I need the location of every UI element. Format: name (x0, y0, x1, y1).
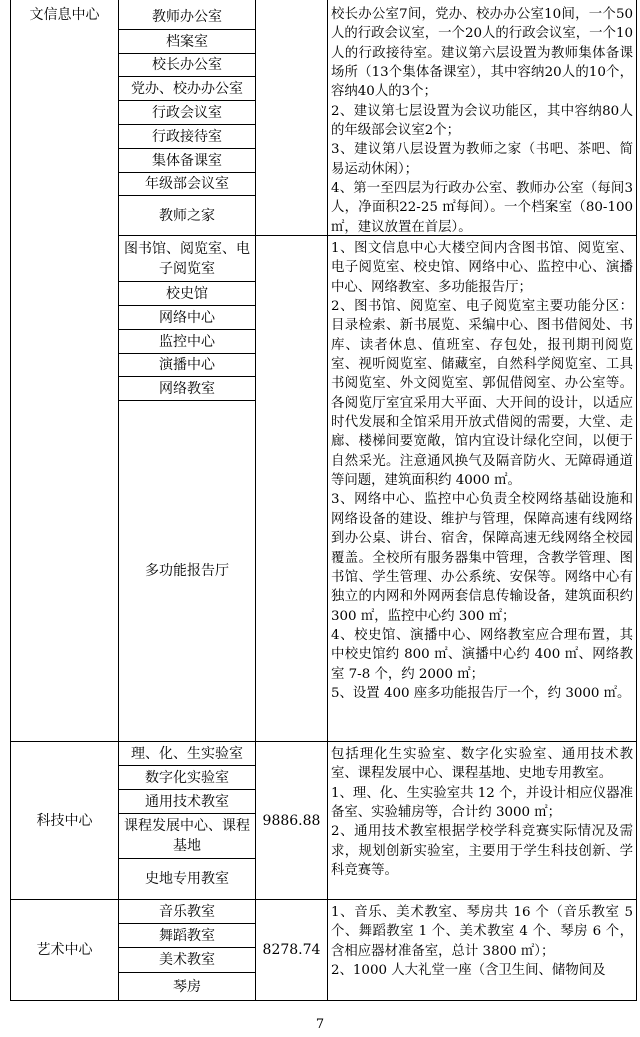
area-value: 8278.74 (262, 942, 321, 958)
page-number: 7 (315, 1017, 325, 1032)
room-name: 美术教室 (159, 952, 215, 968)
room-name: 史地专用教室 (145, 871, 229, 887)
section-name: 文信息中心 (29, 7, 100, 23)
area-value: 9886.88 (262, 813, 321, 829)
description-paragraph: 5、设置 400 座多功能报告厅一个，约 3000 ㎡。 (331, 685, 631, 701)
section-name: 科技中心 (36, 813, 93, 829)
description-paragraph: 1、音乐、美术教室、琴房共 16 个（音乐教室 5 个、舞蹈教室 1 个、美术教室 4 个、琴房 6 个，含相应器材准备室，总计 3800 ㎡）； (331, 905, 633, 959)
description-paragraph: 校长办公室7间，党办、校办办公室10间，一个50人的行政会议室，一个20人的行政会议室，一个10人的行政接待室。建议第六层设置为教师集体备课场所（13个集体备课室），其中容纳20人的10个，容纳40人的3个； (331, 7, 633, 100)
room-name: 图书馆、阅览室、电子阅览室 (124, 240, 250, 277)
room-name: 理、化、生实验室 (131, 745, 243, 762)
description-paragraph: 4、校史馆、演播中心、网络教室应合理布置，其中校史馆约 800 ㎡、演播中心约 400 ㎡、网络教室 7-8 个，约 2000 ㎡； (331, 627, 633, 682)
room-name: 教师之家 (159, 207, 215, 224)
description-block (331, 5, 633, 237)
description-paragraph: 2、通用技术教室根据学校学科竞赛实际情况及需求，规划创新实验室，主要用于学生科技创新、学科竞赛等。 (331, 824, 633, 879)
description-paragraph: 3、建议第八层设置为教师之家（书吧、茶吧、简易运动休闲）； (331, 142, 633, 177)
description-paragraph: 3、网络中心、监控中心负责全校网络基础设施和网络设备的建设、维护与管理，保障高速有线网络到办公桌、讲台、宿舍，保障高速无线网络全校园覆盖。全校所有服务器集中管理，含教学管理、图书馆、学生管理、办公系统、安保等。网络中心有独立的内网和外网两套信息传输设备，建筑面积约 300 ㎡，监控中心约 300 ㎡； (331, 492, 633, 624)
room-name: 网络教室 (159, 380, 215, 397)
table-border-col3 (327, 0, 328, 1001)
room-name: 集体备课室 (152, 152, 222, 169)
description-paragraph: 4、第一至四层为行政办公室、教师办公室（每间3人，净面积22-25 ㎡每间）。一个档案室（80-100 ㎡，建议放置在首层）。 (331, 181, 633, 235)
description-paragraph: 1、理、化、生实验室共 12 个，并设计相应仪器准备室、实验辅房等，合计约 3000 ㎡； (331, 785, 633, 821)
description-paragraph: 2、建议第七层设置为会议功能区，其中容纳80人的年级部会议室2个； (331, 103, 633, 139)
description-paragraph: 2、图书馆、阅览室、电子阅览室主要功能分区：目录检索、新书展览、采编中心、图书借阅处、书库、读者休息、值班室、存包处，报刊期刊阅览室、视听阅览室、储藏室，自然科学阅览室、工具书阅览室、外文阅览室、郭侃借阅室、办公室等。各阅览厅室宜采用大平面、大开间的设计，以适应时代发展和全馆采用开放式借阅的需要，大堂、走廊、楼梯间要宽敞，馆内宜设计绿化空间，以便于自然采光。注意通风换气及隔音防火、无障碍通道等问题，建筑面积约 4000 ㎡。 (331, 299, 633, 489)
room-name: 教师办公室 (152, 9, 222, 25)
description-paragraph: 包括理化生实验室、数字化实验室、通用技术教室、课程发展中心、课程基地、史地专用教室。 (331, 747, 633, 782)
section-divider (10, 741, 637, 742)
room-name: 课程发展中心、课程基地 (124, 818, 250, 854)
room-name: 监控中心 (159, 333, 215, 350)
table-border-col2 (255, 0, 256, 1001)
room-name: 校长办公室 (152, 57, 222, 73)
table-border-right (636, 0, 637, 1001)
room-name: 网络中心 (159, 309, 215, 326)
room-name: 通用技术教室 (145, 793, 229, 810)
section-divider (10, 899, 637, 900)
room-name: 档案室 (166, 33, 208, 50)
description-paragraph: 2、1000 人大礼堂一座（含卫生间、储物间及 (331, 963, 606, 979)
room-name: 年级部会议室 (145, 176, 229, 192)
room-name: 多功能报告厅 (145, 563, 229, 579)
table-border-bottom (10, 1000, 637, 1001)
room-name: 行政会议室 (152, 104, 222, 121)
room-name: 校史馆 (166, 285, 208, 302)
description-block (331, 239, 633, 703)
room-name: 音乐教室 (159, 903, 215, 920)
table-border-left (10, 0, 11, 1001)
room-name: 演播中心 (159, 357, 215, 373)
room-name: 琴房 (173, 978, 201, 995)
description-block (331, 745, 633, 880)
section-name: 艺术中心 (36, 942, 93, 958)
description-paragraph: 1、图文信息中心大楼空间内含图书馆、阅览室、电子阅览室、校史馆、网络中心、监控中心、演播中心、网络教室、多功能报告厅； (331, 241, 633, 295)
room-name: 数字化实验室 (145, 769, 229, 786)
room-name: 党办、校办办公室 (131, 80, 243, 97)
room-name: 行政接待室 (152, 128, 222, 145)
description-block (331, 903, 633, 980)
room-name: 舞蹈教室 (159, 927, 215, 944)
